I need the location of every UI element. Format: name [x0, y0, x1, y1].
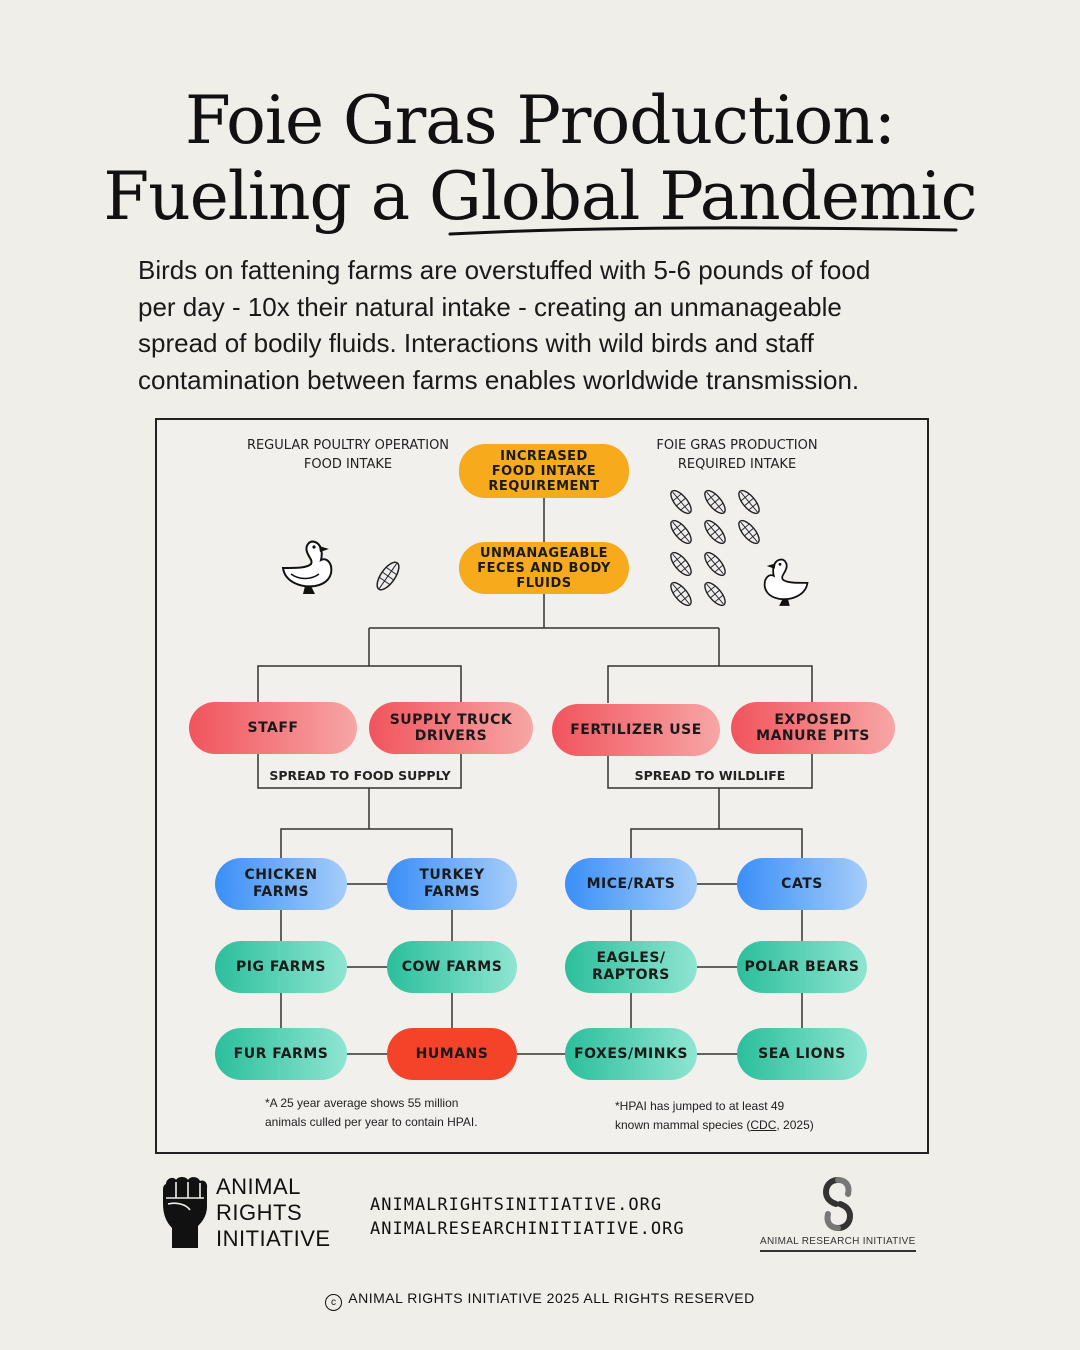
caption-line: REQUIRED INTAKE — [677, 457, 797, 472]
node-text: UNMANAGEABLE — [479, 545, 609, 561]
node-text: EAGLES/ — [596, 950, 666, 966]
spread-wildlife-label: SPREAD TO WILDLIFE — [634, 768, 786, 783]
node-text: FOOD INTAKE — [491, 463, 597, 479]
note-line — [615, 1116, 875, 1135]
diagram-frame — [155, 418, 929, 1154]
foxes-minks-node: FOXES/MINKS — [565, 1028, 697, 1080]
title-line-2: Fueling a Global Pandemic — [103, 158, 977, 235]
note-line: *A 25 year average shows 55 million — [265, 1096, 459, 1110]
research-initiative-label: ANIMAL RESEARCH INITIATIVE — [760, 1236, 916, 1252]
node-text: EXPOSED — [774, 712, 852, 728]
cdc-link[interactable]: CDC — [750, 1118, 777, 1132]
fur-farms-node: FUR FARMS — [215, 1028, 347, 1080]
eagles-raptors-node — [565, 941, 697, 993]
sea-lions-node: SEA LIONS — [737, 1028, 867, 1080]
node-text: FLUIDS — [516, 575, 572, 591]
increased-intake-node — [459, 444, 629, 498]
intro-line: per day - 10x their natural intake - creating an unmanageable — [138, 291, 842, 322]
chicken-farms-node — [215, 858, 347, 910]
org-name-line: RIGHTS — [216, 1200, 303, 1225]
mice-rats-node: MICE/RATS — [565, 858, 697, 910]
note-line: animals culled per year to contain HPAI. — [265, 1115, 478, 1129]
url-rights[interactable]: ANIMALRIGHTSINITIATIVE.ORG — [370, 1195, 663, 1215]
staff-node: STAFF — [189, 702, 357, 754]
corn-icon — [369, 558, 407, 594]
intro-line: spread of bodily fluids. Interactions with wild birds and staff — [138, 328, 814, 358]
turkey-farms-node — [387, 858, 517, 910]
culled-note — [265, 1094, 525, 1132]
manure-pits-node — [731, 702, 895, 754]
note-line: *HPAI has jumped to at least 49 — [615, 1099, 785, 1113]
foie-gras-intake-caption — [627, 436, 847, 474]
node-text: TURKEY — [419, 867, 485, 883]
copyright-line — [0, 1290, 1080, 1311]
org-name — [216, 1174, 331, 1252]
node-text: REQUIREMENT — [488, 478, 600, 494]
duck-icon — [749, 554, 811, 610]
url-research[interactable]: ANIMALRESEARCHINITIATIVE.ORG — [370, 1219, 685, 1239]
node-text: RAPTORS — [592, 967, 670, 983]
node-text: SUPPLY TRUCK — [389, 712, 513, 728]
copyright-text: ANIMAL RIGHTS INITIATIVE 2025 ALL RIGHTS RESERVED — [348, 1290, 755, 1306]
node-text: MANURE PITS — [756, 728, 870, 744]
node-text: FARMS — [252, 884, 310, 900]
copyright-icon: c — [325, 1294, 342, 1311]
caption-line: FOIE GRAS PRODUCTION — [656, 438, 818, 453]
org-name-line: ANIMAL — [216, 1174, 301, 1199]
hpai-note — [615, 1097, 875, 1135]
note-text: known mammal species ( — [615, 1118, 751, 1132]
fist-icon — [160, 1174, 210, 1250]
title-line-1: Foie Gras Production: — [184, 82, 896, 159]
node-text: FECES AND BODY — [477, 560, 611, 576]
fertilizer-node: FERTILIZER USE — [552, 704, 720, 756]
cow-farms-node: COW FARMS — [387, 941, 517, 993]
duck-icon — [279, 538, 349, 596]
polar-bears-node: POLAR BEARS — [737, 941, 867, 993]
org-name-line: INITIATIVE — [216, 1226, 331, 1251]
caption-line: FOOD INTAKE — [303, 457, 393, 472]
humans-node: HUMANS — [387, 1028, 517, 1080]
supply-truck-node — [369, 702, 533, 754]
chain-link-icon — [818, 1176, 858, 1232]
node-text: CHICKEN — [244, 867, 318, 883]
intro-line: Birds on fattening farms are overstuffed with 5-6 pounds of food — [138, 255, 871, 285]
note-text: , 2025) — [776, 1118, 814, 1132]
node-text: DRIVERS — [414, 728, 488, 744]
title-underline — [448, 222, 958, 240]
caption-line: REGULAR POULTRY OPERATION — [246, 438, 450, 453]
intro-line: contamination between farms enables worldwide transmission. — [138, 364, 860, 395]
pig-farms-node: PIG FARMS — [215, 941, 347, 993]
node-text: INCREASED — [500, 448, 588, 464]
regular-intake-caption — [232, 436, 464, 474]
footer-urls — [370, 1193, 685, 1241]
spread-food-label: SPREAD TO FOOD SUPPLY — [269, 768, 451, 783]
cats-node: CATS — [737, 858, 867, 910]
unmanageable-fluids-node — [459, 542, 629, 594]
intro-paragraph — [138, 252, 978, 398]
node-text: FARMS — [423, 884, 481, 900]
